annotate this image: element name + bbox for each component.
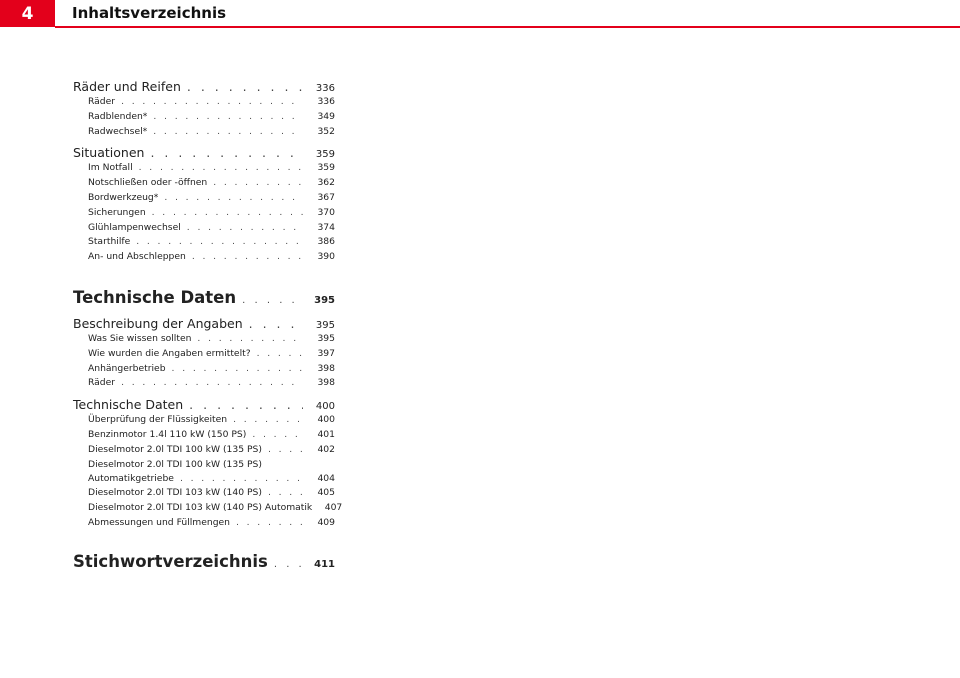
toc-entry-diesel-135[interactable]: Dieselmotor 2.0l TDI 100 kW (135 PS) . . . 402	[73, 444, 335, 459]
dot-leader	[153, 126, 303, 137]
toc-entry-diesel-135-auto-line1: Dieselmotor 2.0l TDI 100 kW (135 PS)	[88, 458, 262, 470]
toc-entry-starthilfe[interactable]: Starthilfe . . . 386	[73, 236, 335, 251]
dot-leader	[153, 111, 303, 122]
dot-leader	[121, 377, 303, 388]
dot-leader	[152, 207, 303, 218]
toc-entry-situationen[interactable]: Situationen . . . 359	[73, 145, 335, 162]
page-title: Inhaltsverzeichnis	[72, 4, 227, 22]
toc-chapter-stichwortverzeichnis[interactable]: Stichwortverzeichnis . . . 411	[73, 552, 335, 577]
dot-leader	[187, 222, 303, 233]
toc-entry-sicherungen[interactable]: Sicherungen . . . 370	[73, 207, 335, 222]
toc-entry-radwechsel[interactable]: Radwechsel* . . . 352	[73, 126, 335, 141]
dot-leader	[164, 192, 303, 203]
dot-leader	[139, 162, 303, 173]
toc-entry-technische-daten[interactable]: Technische Daten . . . 400	[73, 397, 335, 414]
toc-entry-gluehlampenwechsel[interactable]: Glühlampenwechsel . . . 374	[73, 222, 335, 237]
dot-leader	[121, 96, 303, 107]
toc-entry-raeder-2[interactable]: Räder . . . 398	[73, 377, 335, 392]
toc-entry-anhaengerbetrieb[interactable]: Anhängerbetrieb . . . 398	[73, 363, 335, 378]
dot-leader	[213, 177, 303, 188]
toc-entry-diesel-135-auto[interactable]: Automatikgetriebe . . . 404	[73, 473, 335, 488]
toc-entry-beschreibung[interactable]: Beschreibung der Angaben . . . 395	[73, 316, 335, 333]
toc-entry-im-notfall[interactable]: Im Notfall . . . 359	[73, 162, 335, 177]
dot-leader	[180, 473, 303, 484]
dot-leader	[136, 236, 303, 247]
toc-entry-radblenden[interactable]: Radblenden* . . . 349	[73, 111, 335, 126]
toc-entry-raeder[interactable]: Räder . . . 336	[73, 96, 335, 111]
dot-leader	[242, 295, 303, 306]
toc-entry-notschliessen[interactable]: Notschließen oder -öffnen . . . 362	[73, 177, 335, 192]
toc-entry-abschleppen[interactable]: An- und Abschleppen . . . 390	[73, 251, 335, 266]
table-of-contents	[73, 79, 343, 577]
toc-entry-fluessigkeiten[interactable]: Überprüfung der Flüssigkeiten . . . 400	[73, 414, 335, 429]
toc-entry-was-sie-wissen[interactable]: Was Sie wissen sollten . . . 395	[73, 333, 335, 348]
toc-entry-bordwerkzeug[interactable]: Bordwerkzeug* . . . 367	[73, 192, 335, 207]
toc-entry-abmessungen[interactable]: Abmessungen und Füllmengen . . . 409	[73, 517, 335, 532]
dot-leader	[172, 363, 303, 374]
dot-leader	[257, 348, 303, 359]
page-number-badge: 4	[0, 0, 55, 27]
page-header	[0, 0, 960, 27]
toc-chapter-technische-daten[interactable]: Technische Daten . . . 395	[73, 288, 335, 313]
toc-entry-diesel-140-auto[interactable]: Dieselmotor 2.0l TDI 103 kW (140 PS) Automatik 407	[88, 502, 343, 514]
toc-entry-wie-ermittelt[interactable]: Wie wurden die Angaben ermittelt? . . . 397	[73, 348, 335, 363]
dot-leader	[249, 316, 303, 331]
toc-entry-diesel-140[interactable]: Dieselmotor 2.0l TDI 103 kW (140 PS) . . . 405	[73, 487, 335, 502]
toc-entry-raeder-und-reifen[interactable]: Räder und Reifen . . . 336	[73, 79, 335, 96]
header-rule	[55, 26, 960, 28]
dot-leader	[187, 79, 303, 94]
dot-leader	[268, 444, 303, 455]
toc-entry-benzinmotor[interactable]: Benzinmotor 1.4l 110 kW (150 PS) . . . 401	[73, 429, 335, 444]
dot-leader	[252, 429, 303, 440]
dot-leader	[150, 145, 303, 160]
dot-leader	[274, 559, 303, 570]
dot-leader	[192, 251, 303, 262]
dot-leader	[233, 414, 303, 425]
dot-leader	[236, 517, 303, 528]
dot-leader	[189, 397, 303, 412]
dot-leader	[268, 487, 303, 498]
dot-leader	[197, 333, 303, 344]
